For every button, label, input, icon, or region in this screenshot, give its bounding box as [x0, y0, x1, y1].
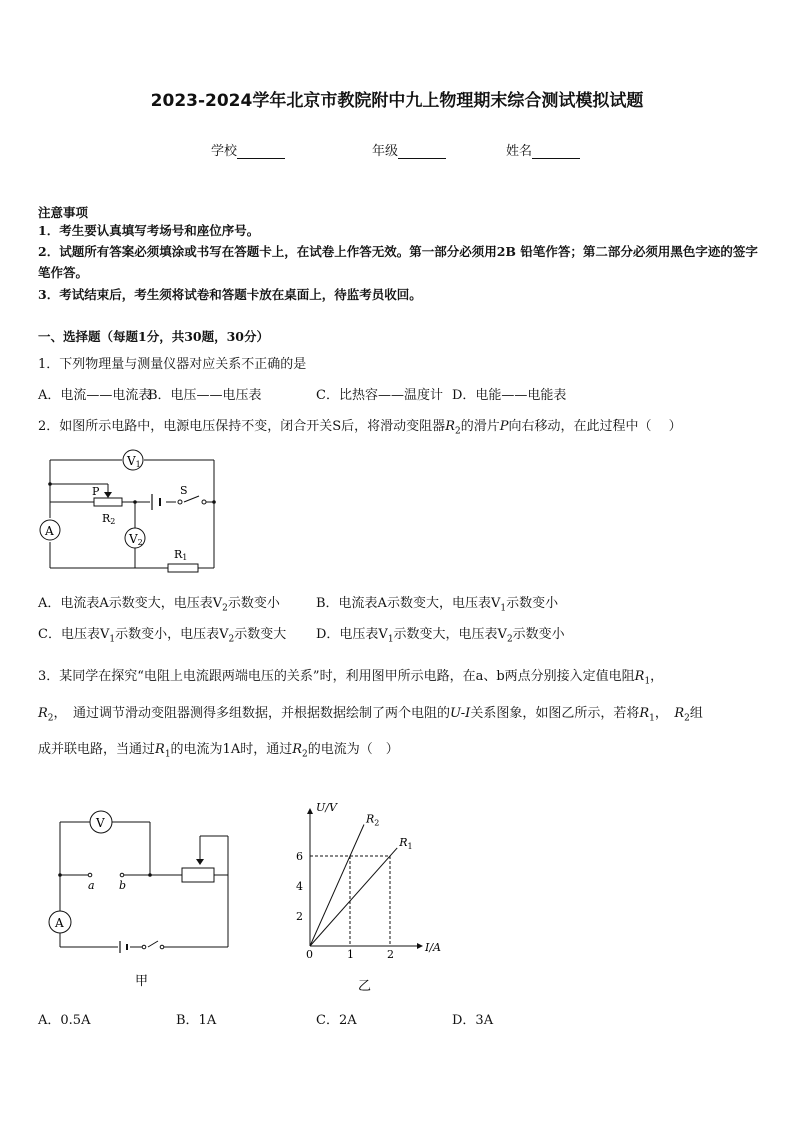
q2-circuit-diagram [38, 448, 228, 578]
section-heading: 一、选择题（每题1分，共30题，30分） [38, 329, 269, 344]
y-tick-label: 2 [296, 910, 303, 923]
q1-option-c: C．比热容——温度计 [316, 388, 443, 403]
svg-text:R2: R2 [102, 512, 116, 526]
q2-stem: 2．如图所示电路中，电源电压保持不变，闭合开关S后，将滑动变阻器$R_2$的滑片P向右移动，在此过程中（ ） [38, 419, 682, 437]
q2-option-d: D．电压表$V_1$示数变大，电压表$V_2$示数变小 [316, 627, 565, 645]
svg-text:V: V [96, 816, 105, 830]
svg-text:S: S [180, 484, 188, 497]
grade-field: 年级 [372, 140, 446, 159]
q3-line-3: 成并联电路，当通过$R_1$的电流为1A时，通过$R_2$的电流为（ ） [38, 742, 399, 760]
q1-stem: 1．下列物理量与测量仪器对应关系不正确的是 [38, 357, 307, 372]
q3-option-d: D．3A [452, 1013, 494, 1028]
notes-heading: 注意事项 [38, 205, 89, 220]
q3-option-c: C．2A [316, 1013, 357, 1028]
q1-option-d: D．电能——电能表 [452, 388, 567, 403]
q1-option-a: A．电流——电流表 [38, 388, 152, 403]
name-field: 姓名 [506, 140, 580, 159]
y-tick-label: 4 [296, 880, 303, 893]
y-tick-label: 6 [296, 850, 303, 863]
q3-line-2: $R_2$， 通过调节滑动变阻器测得多组数据，并根据数据绘制了两个电阻的U-I关系图象，如图乙所示，若将$R_1$， $R_2$组 [38, 706, 703, 724]
svg-text:V2: V2 [129, 532, 143, 547]
q1-option-b: B．电压——电压表 [148, 388, 262, 403]
svg-text:P: P [92, 485, 100, 498]
q3-ui-graph [286, 795, 456, 995]
series-label-r2: $R_2$ [366, 812, 380, 828]
q2-option-c: C．电压表$V_1$示数变小，电压表$V_2$示数变大 [38, 627, 287, 645]
svg-text:a: a [88, 879, 95, 892]
svg-text:A: A [55, 916, 64, 930]
svg-text:b: b [119, 879, 127, 892]
note-2: 2．试题所有答案必须填涂或书写在答题卡上，在试卷上作答无效。第一部分必须用2B 铅笔作答；第二部分必须用黑色字迹的签字笔作答。 [38, 244, 758, 280]
origin-label: 0 [306, 948, 313, 961]
r2-resistor-icon [94, 498, 122, 506]
note-3: 3．考试结束后，考生须将试卷和答题卡放在桌面上，待监考员收回。 [38, 287, 422, 302]
figure-caption: 乙 [358, 979, 372, 994]
q3-line-1: 3．某同学在探究“电阻上电流跟两端电压的关系”时，利用图甲所示电路，在a、b两点分别接入定值电阻$R_1$， [38, 669, 664, 687]
q2-option-a: A．电流表A示数变大，电压表$V_2$示数变小 [38, 596, 280, 614]
x-tick-label: 1 [347, 948, 354, 961]
school-field: 学校 [211, 140, 285, 159]
series-line-r2 [310, 825, 364, 947]
series-label-r1: $R_1$ [399, 835, 413, 851]
q2-option-b: B．电流表A示数变大，电压表$V_1$示数变小 [316, 596, 559, 614]
rheostat-icon [182, 868, 214, 882]
svg-text:R1: R1 [174, 548, 188, 562]
x-axis-label: I/A [425, 941, 441, 954]
series-line-r1 [310, 848, 397, 946]
svg-text:V1: V1 [127, 454, 141, 469]
y-axis-label: U/V [316, 801, 337, 814]
q3-option-a: A．0.5A [38, 1013, 91, 1028]
svg-text:A: A [45, 524, 54, 538]
q3-option-b: B．1A [176, 1013, 217, 1028]
r1-resistor-icon [168, 564, 198, 572]
svg-text:甲: 甲 [135, 974, 149, 989]
q3-circuit-jia [38, 805, 248, 995]
page-title: 2023-2024学年北京市教院附中九上物理期末综合测试模拟试题 [150, 91, 644, 111]
x-tick-label: 2 [387, 948, 394, 961]
note-1: 1．考生要认真填写考场号和座位序号。 [38, 223, 260, 238]
